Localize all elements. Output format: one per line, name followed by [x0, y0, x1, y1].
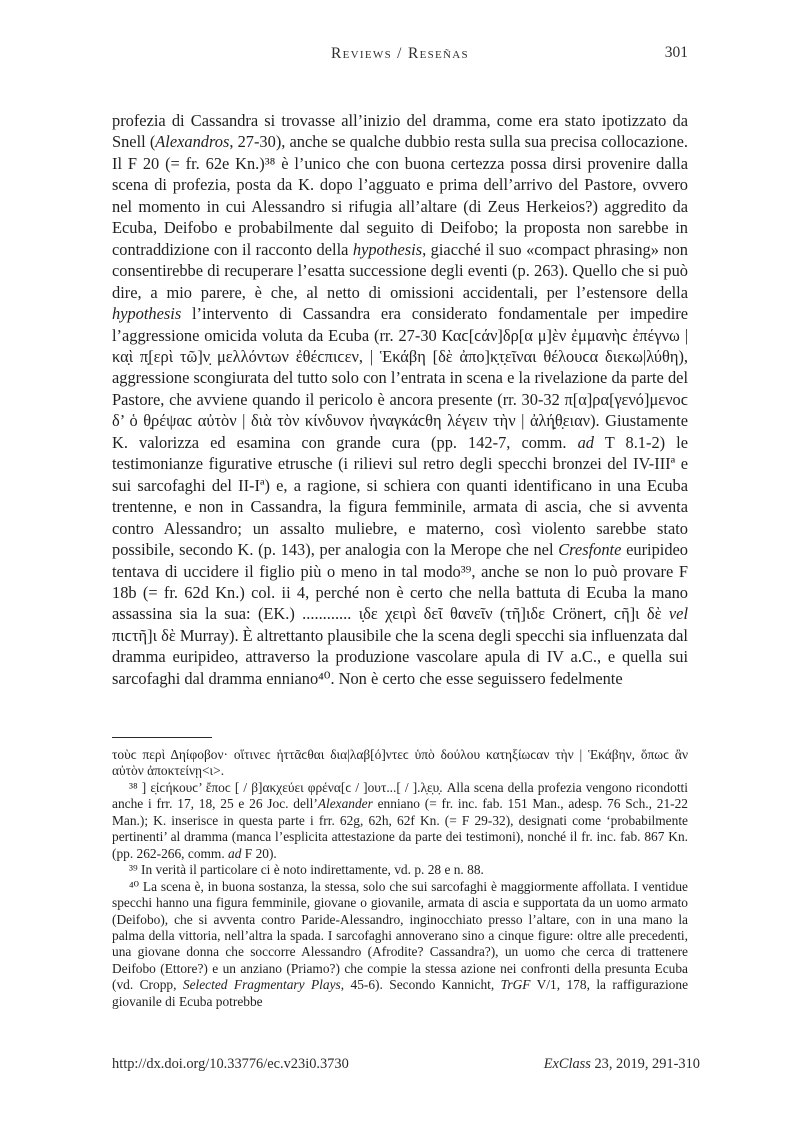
footnote-38: ³⁸ ] ε̣ἰϲήκουϲ’ ἔποϲ [ / β]ακχεύει φρένα[ϲ / ]ουτ...[ / ].λ̣ε̣υ̣. Alla scena della profezia vengono ricondotti anche i frr. 17, 18, 25 e 26 Joc. dell’Alexander enniano (= fr. inc. fab. 151 Man., adesp. 76 Sch., 21-22 Man.); K. inserisce in questa parte i frr. 62g, 62h, 62f Kn. (= F 29-32), designati come ‘probabilmente pertinenti’ al dramma (manca l’esplicita attestazione da parte dei testimoni), nonché il fr. inc. fab. 867 Kn. (pp. 262-266, comm. ad F 20).	[112, 779, 688, 861]
page-footer	[112, 1056, 700, 1073]
running-head: Reviews / Reseñas	[331, 45, 469, 62]
footnote-40: ⁴⁰ La scena è, in buona sostanza, la stessa, solo che sui sarcofaghi è maggiormente affollata. I ventidue specchi hanno una figura femminile, giovane o giovanile, armata di ascia e supportata da un uomo armato (Deifobo), che si avventa contro Paride-Alessandro, inginocchiato presso l’altare, con in una mano la palma della vittoria, nell’altra la spada. I sarcofaghi annoverano sino a cinque figure: oltre alle precedenti, una giovane donna che soccorre Alessandro (Afrodite? Cassandra?), un uomo che cerca di trattenere Deifobo (Ettore?) e un anziano (Priamo?) che compie la stessa azione nei confronti della presunta Ecuba (vd. Cropp, Selected Fragmentary Plays, 45-6). Secondo Kannicht, TrGF V/1, 178, la raffigurazione giovanile di Ecuba potrebbe	[112, 878, 688, 1009]
footnote-37-continuation: τοὺϲ περὶ Δηίφοβον· οἵτινεϲ ἡττᾶϲθαι δια|λαβ[ό]ντεϲ ὑπὸ δούλου κατηξίωϲαν τὴν | Ἑκάβην, ὅπωϲ ἂν αὐτὸν ἀποκτείνῃ<ι>.	[112, 747, 688, 779]
page-number: 301	[664, 44, 688, 61]
footnote-separator-rule	[112, 737, 212, 738]
footnote-39: ³⁹ In verità il particolare ci è noto indirettamente, vd. p. 28 e n. 88.	[129, 862, 484, 878]
body-paragraph: profezia di Cassandra si trovasse all’inizio del dramma, come era stato ipotizzato da Snell (Alexandros, 27-30), anche se qualche dubbio resta sulla sua precisa collocazione. Il F 20 (= fr. 62e Kn.)³⁸ è l’unico che con buona certezza possa dirsi provenire dalla scena di profezia, posta da K. dopo l’agguato e prima dell’arrivo del Pastore, ovvero nel momento in cui Alessandro si rifugia all’altare (di Zeus Herkeios?) aggredito da Ecuba, Deifobo e probabilmente dal seguito di Deifobo; la proposta non sarebbe in contraddizione con il racconto della hypothesis, giacché il suo «compact phrasing» non consentirebbe di recuperare l’esatta successione degli eventi (p. 263). Quello che si può dire, a mio parere, è che, al netto di omissioni accidentali, per l’estensore della hypothesis l’intervento di Cassandra era considerato fondamentale per impedire l’aggressione omicida voluta da Ecuba (rr. 27-30 Καϲ[ϲάν]δρ[α μ]ὲν ἐμμανὴϲ ἐπέγνω | κα̣ὶ π̣[ερὶ τῶ]ν̣ μελλόντων ἐθέϲπιϲεν, | Ἑκάβη [δὲ ἀπο]κ̣τ̣εῖναι θέλουϲα διεκω|λύθη), aggressione scongiurata del tutto solo con l’entrata in scena e la rivelazione da parte del Pastore, che avviene quando il pericolo è ancora presente (rr. 30-32 π[α]ρα[γενό]μενοϲ δ’ ὁ θ̣ρέψαϲ αὐτὸν | διὰ τὸν κίνδυνον ἠναγκάϲθη λέγειν τὴν | ἀλή̣θ̣ειαν). Giustamente K. valorizza ed esamina con grande cura (pp. 142-7, comm. ad T 8.1-2) le testimonianze figurative etrusche (i rilievi sul retro degli specchi bronzei del IV-IIIª e sui sarcofaghi del II-Iª) e, a ragione, si schiera con quanti identificano in una Ecuba trentenne, e non in Cassandra, la figura femminile, armata di ascia, che si avventa contro Alessandro; un assalto muliebre, e materno, così violento sarebbe stato possibile, secondo K. (p. 143), per analogia con la Merope che nel Cresfonte euripideo tentava di uccidere il figlio più o meno in tal modo³⁹, anche se non lo può provare F 18b (= fr. 62d Kn.) col. ii 4, perché non è certo che nella battuta di Ecuba la mano assassina sia la sua: (ΕΚ.) ............ ι̣δε χειρὶ δεῖ θανεῖν (τῆ]ιδε Crönert, ϲῆ]ι δὲ vel πιϲτῆ]ι δὲ Murray). È altrettanto plausibile che la scena degli specchi sia influenzata dal dramma euripideo, attraverso la produzione vascolare apula di IV a.C., e quella sui sarcofaghi dal dramma enniano⁴⁰. Non è certo che esse seguissero fedelmente	[112, 111, 688, 688]
footnotes-block	[112, 747, 688, 1015]
doi-link[interactable]: http://dx.doi.org/10.33776/ec.v23i0.3730	[112, 1056, 349, 1072]
journal-reference: ExClass 23, 2019, 291-310	[543, 1056, 700, 1072]
main-text-block	[112, 110, 688, 740]
